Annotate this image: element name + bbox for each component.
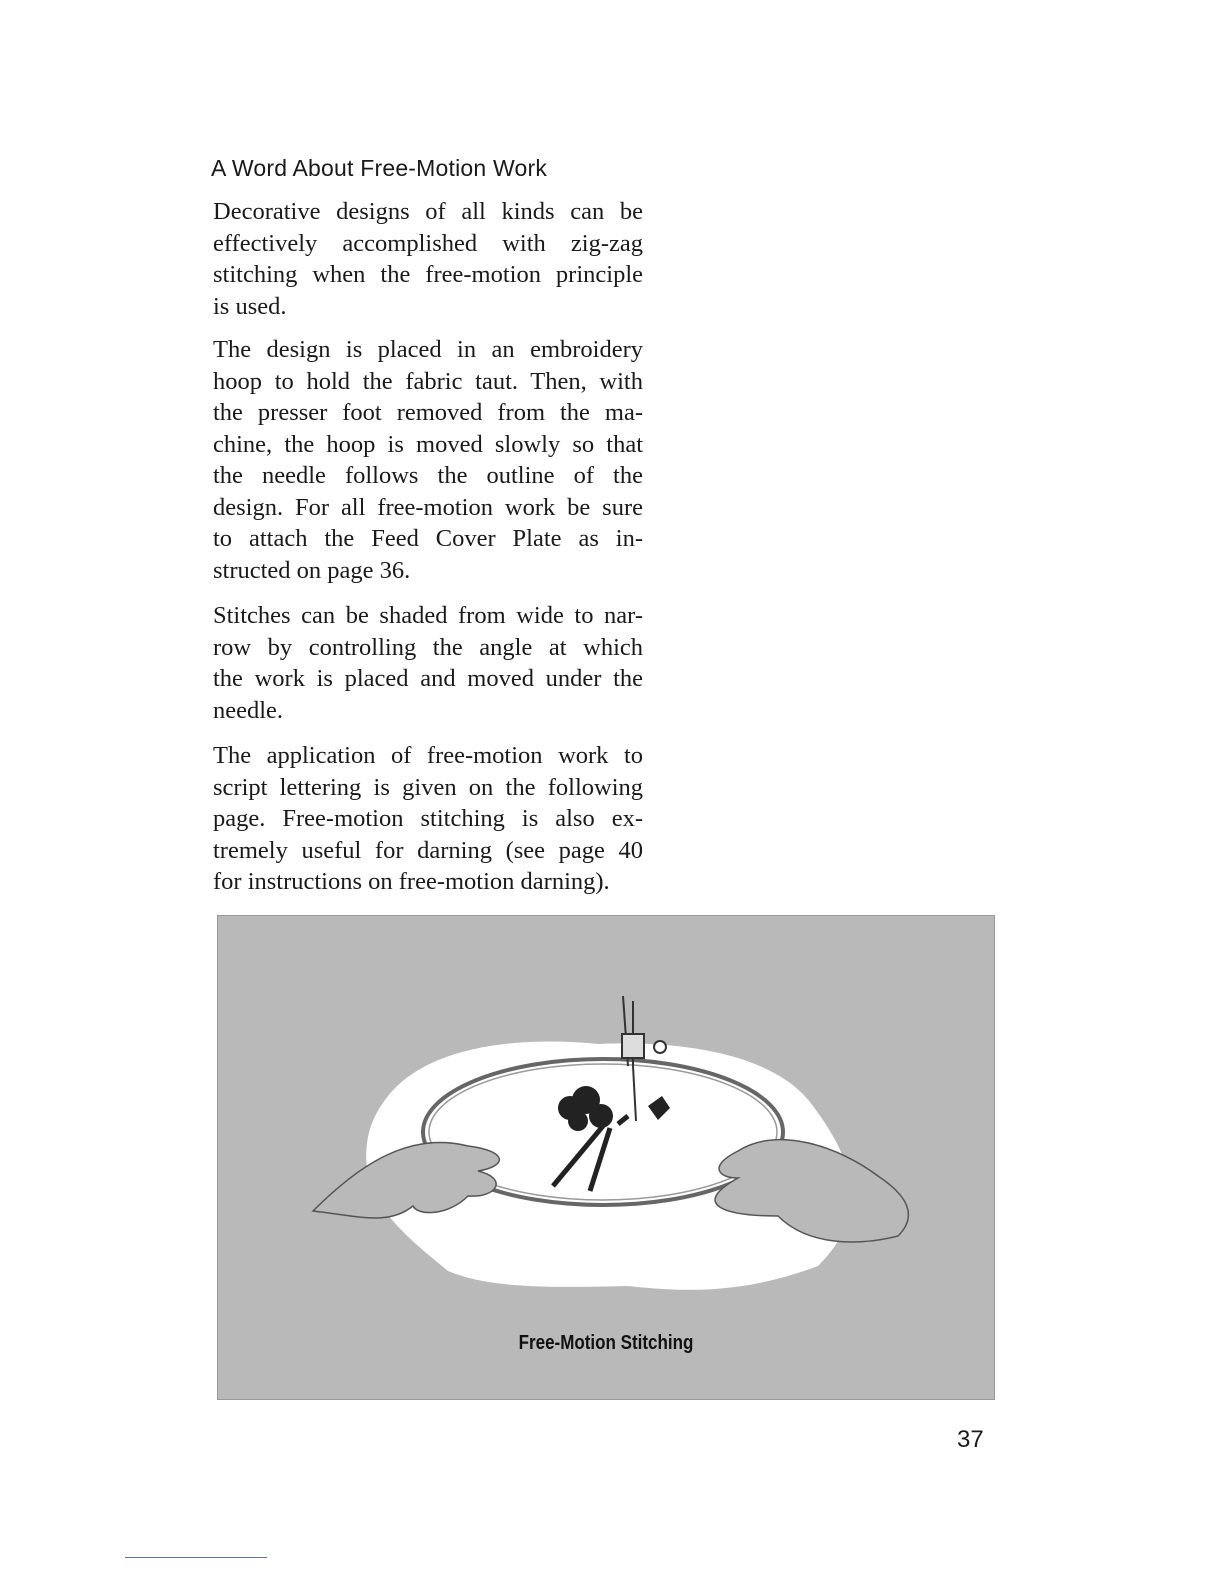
text-line: Stitches can be shaded from wide to nar- (213, 602, 643, 629)
text-line: The application of free-motion work to (213, 742, 643, 769)
paragraph-3 (213, 600, 643, 726)
text-line: hoop to hold the fabric taut. Then, with (213, 367, 643, 395)
text-line: script lettering is given on the following (213, 773, 643, 801)
text-line: is used. (213, 292, 287, 320)
text-line: the presser foot removed from the ma- (213, 399, 643, 426)
footer-rule (125, 1557, 267, 1558)
text-line: chine, the hoop is moved slowly so that (213, 430, 643, 458)
page-number: 37 (957, 1426, 984, 1453)
text-line: page. Free-motion stitching is also ex- (213, 805, 643, 832)
text-line: stitching when the free-motion principle (213, 261, 643, 288)
hoop-illustration (218, 916, 994, 1399)
text-line: the work is placed and moved under the (213, 665, 643, 692)
text-line: Decorative designs of all kinds can be (213, 198, 643, 225)
section-heading: A Word About Free-Motion Work (211, 155, 548, 181)
text-line: for instructions on free-motion darning). (213, 868, 610, 895)
text-line: to attach the Feed Cover Plate as in- (213, 525, 643, 552)
text-line: tremely useful for darning (see page 40 (213, 836, 643, 864)
paragraph-2 (213, 334, 643, 586)
text-line: row by controlling the angle at which (213, 633, 643, 661)
paragraph-1 (213, 196, 643, 322)
free-motion-illustration (217, 915, 995, 1400)
text-line: needle. (213, 696, 284, 724)
text-line: The design is placed in an embroidery (213, 336, 643, 363)
text-line: design. For all free-motion work be sure (213, 493, 643, 521)
text-line: structed on page 36. (213, 556, 411, 584)
figure-caption: Free-Motion Stitching (518, 1332, 694, 1354)
paragraph-4 (213, 740, 643, 898)
text-line: effectively accomplished with zig-zag (213, 229, 643, 257)
text-line: the needle follows the outline of the (213, 462, 643, 489)
